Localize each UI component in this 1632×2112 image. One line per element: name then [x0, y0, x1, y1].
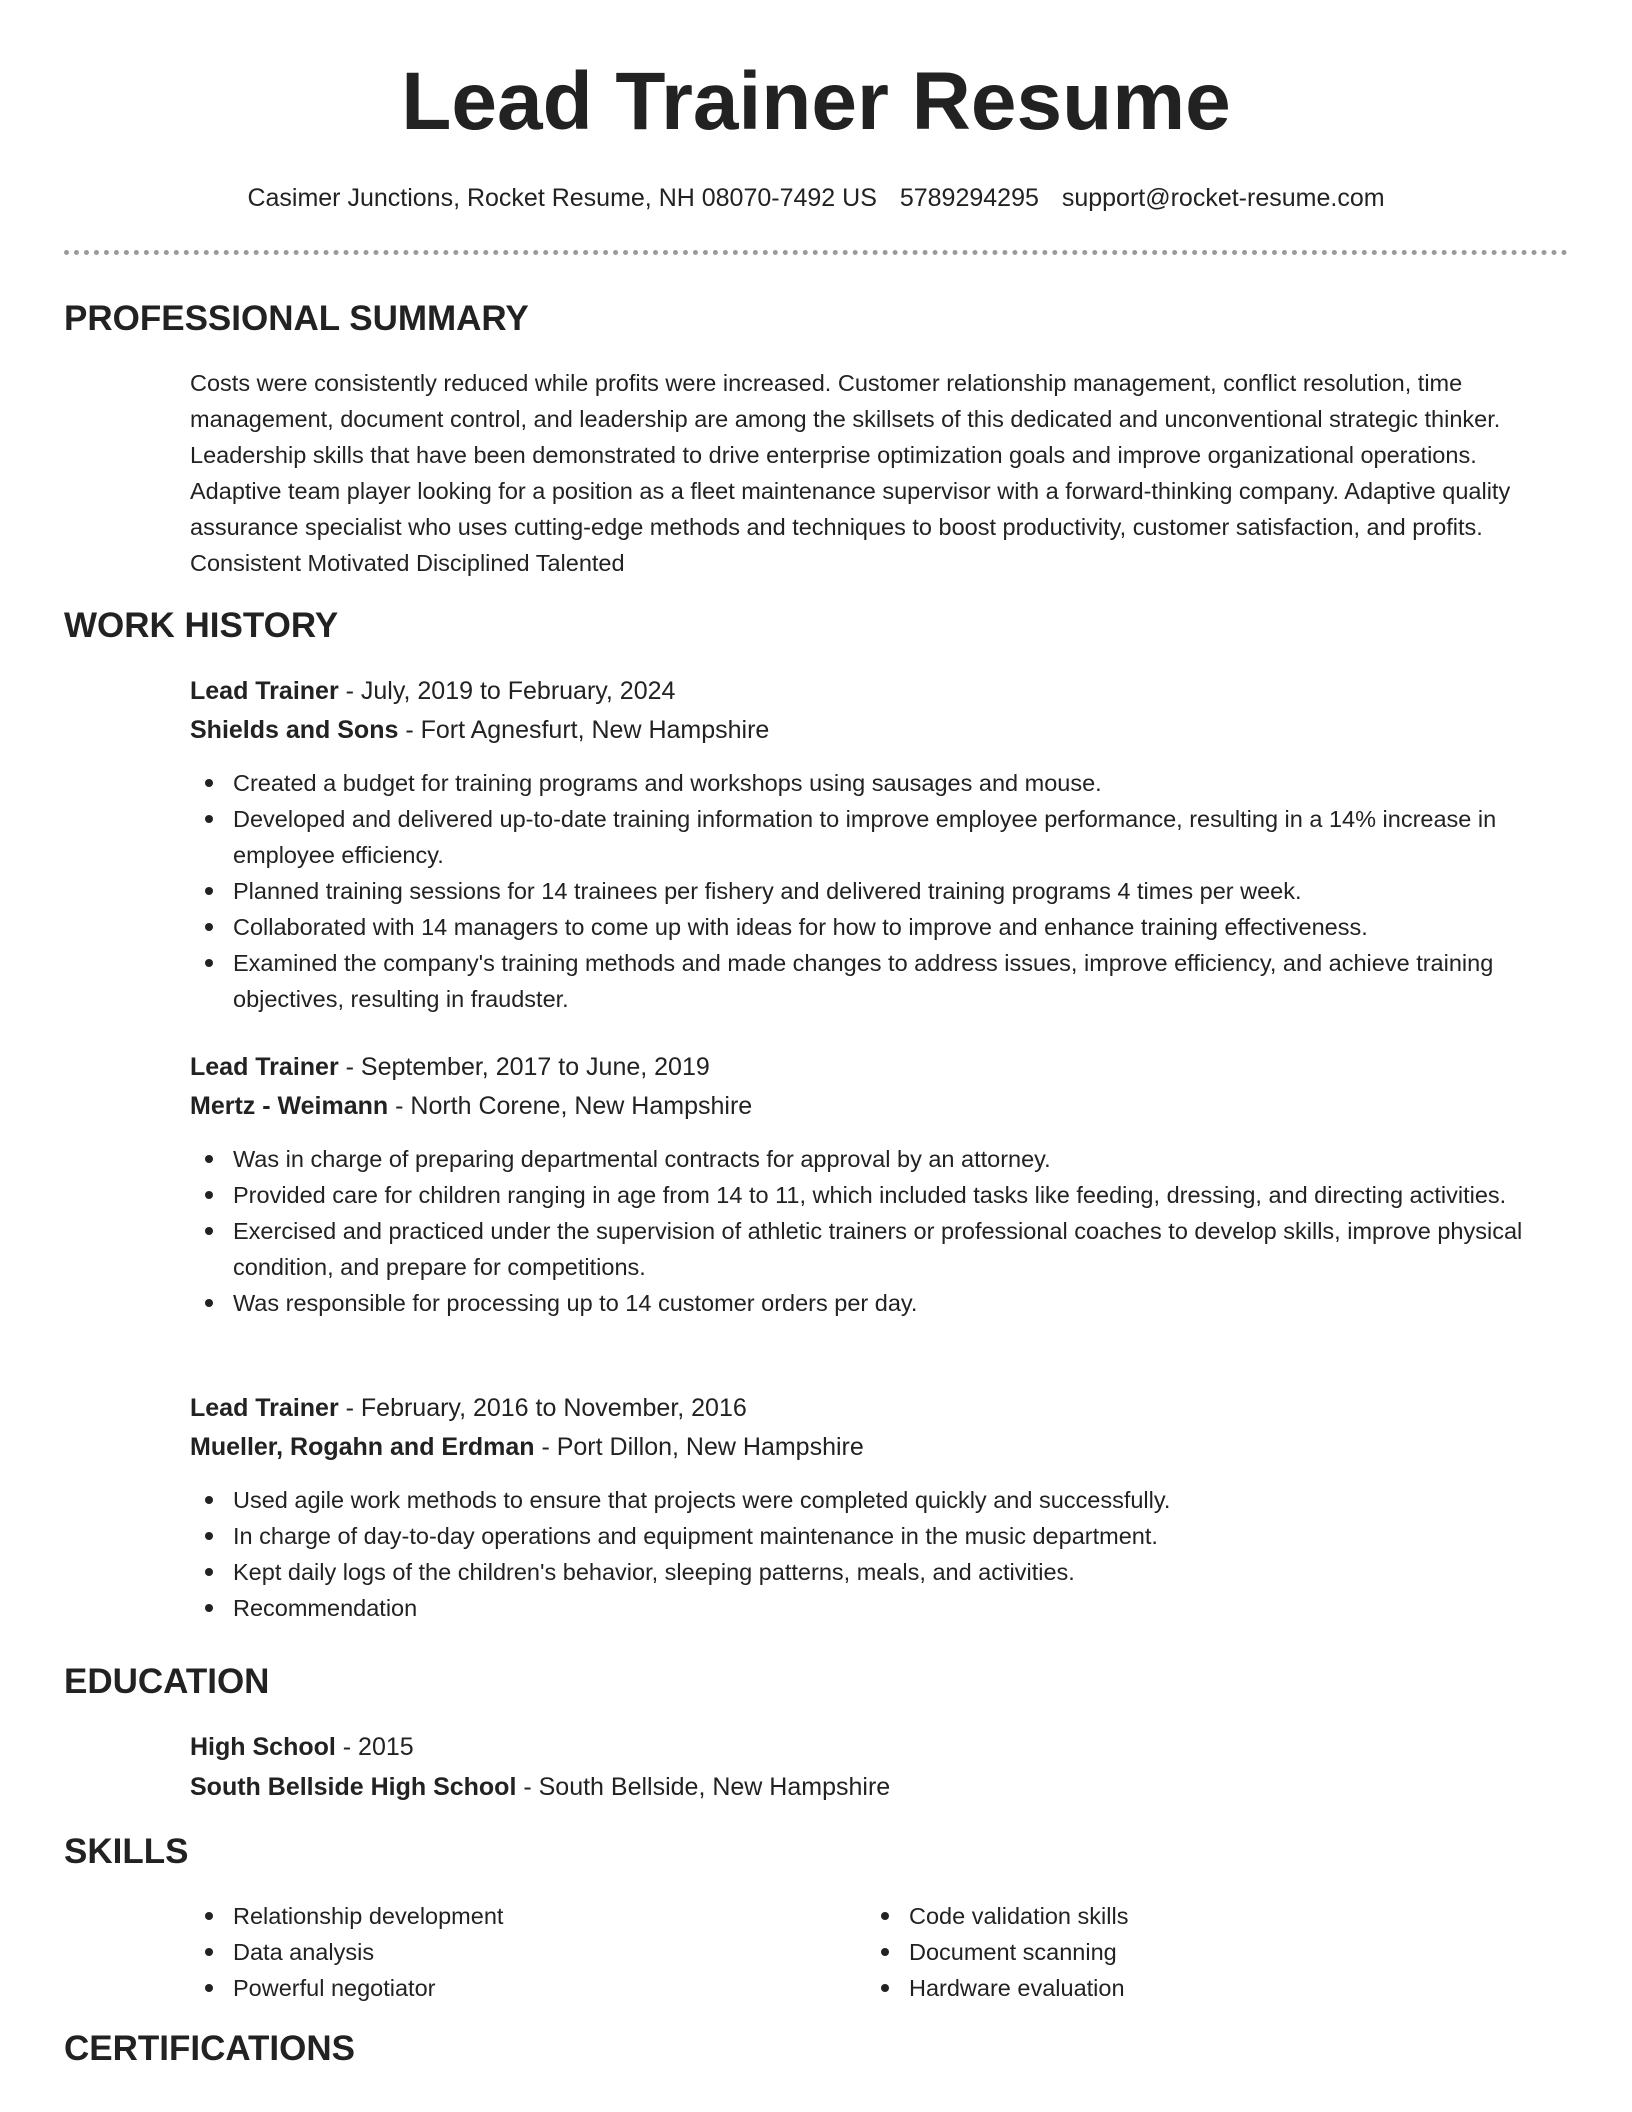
education-heading: EDUCATION [64, 1662, 270, 1701]
job-location: - Fort Agnesfurt, New Hampshire [398, 716, 770, 744]
summary-text: Costs were consistently reduced while profits were increased. Customer relationship management, conflict resolution, time management, document control, and leadership are among the skillsets of this dedicated and unconventional strategic thinker. Leadership skills that have been demonstrated to drive enterprise optimization goals and improve organizational operations. Adaptive team player looking for a position as a fleet maintenance supervisor with a forward-thinking company. Adaptive quality assurance specialist who uses cutting-edge methods and techniques to boost productivity, customer satisfaction, and profits. Consistent Motivated Disciplined Talented [190, 370, 1511, 576]
list-item: Collaborated with 14 managers to come up with ideas for how to improve and enhance training effectiveness. [190, 909, 1570, 945]
list-item: Powerful negotiator [190, 1970, 830, 2006]
job-bullets [190, 1141, 1570, 1321]
list-item: In charge of day-to-day operations and equipment maintenance in the music department. [190, 1518, 1570, 1554]
list-item: Created a budget for training programs and workshops using sausages and mouse. [190, 765, 1570, 801]
work-history-heading: WORK HISTORY [64, 606, 339, 645]
job-location: - Port Dillon, New Hampshire [534, 1433, 864, 1461]
education-school-line [190, 1768, 890, 1806]
contact-phone: 5789294295 [899, 184, 1039, 212]
list-item: Kept daily logs of the children's behavior, sleeping patterns, meals, and activities. [190, 1554, 1570, 1590]
list-item: Provided care for children ranging in age from 14 to 11, which included tasks like feeding, dressing, and directing activities. [190, 1177, 1570, 1213]
education-location: - South Bellside, New Hampshire [516, 1773, 891, 1801]
contact-line [0, 180, 1632, 216]
list-item: Was responsible for processing up to 14 customer orders per day. [190, 1285, 1570, 1321]
list-item: Relationship development [190, 1898, 830, 1934]
job-title: Lead Trainer [190, 677, 339, 705]
list-item: Hardware evaluation [866, 1970, 1506, 2006]
skills-heading: SKILLS [64, 1832, 189, 1871]
contact-address: Casimer Junctions, Rocket Resume, NH 08070-7492 US [247, 184, 877, 212]
job-title-line [190, 1048, 710, 1086]
list-item: Exercised and practiced under the supervision of athletic trainers or professional coaches to develop skills, improve physical condition, and prepare for competitions. [190, 1213, 1570, 1285]
header-divider [64, 250, 1568, 255]
contact-email: support@rocket-resume.com [1061, 184, 1385, 212]
resume-title: Lead Trainer Resume [401, 56, 1231, 147]
skills-list-right [866, 1898, 1506, 2006]
job-title-line [190, 1389, 747, 1427]
list-item: Was in charge of preparing departmental contracts for approval by an attorney. [190, 1141, 1570, 1177]
list-item: Document scanning [866, 1934, 1506, 1970]
job-bullets [190, 765, 1570, 1017]
job-dates: - September, 2017 to June, 2019 [338, 1053, 710, 1081]
job-company-line [190, 1428, 864, 1466]
list-item: Used agile work methods to ensure that projects were completed quickly and successfully. [190, 1482, 1570, 1518]
list-item: Examined the company's training methods and made changes to address issues, improve efficiency, and achieve training objectives, resulting in fraudster. [190, 945, 1570, 1017]
job-title: Lead Trainer [190, 1053, 339, 1081]
education-degree-line [190, 1728, 414, 1766]
list-item: Recommendation [190, 1590, 1570, 1626]
job-location: - North Corene, New Hampshire [388, 1092, 753, 1120]
job-dates: - July, 2019 to February, 2024 [338, 677, 676, 705]
education-year: - 2015 [335, 1733, 414, 1761]
job-company-line [190, 711, 769, 749]
skills-list-left [190, 1898, 830, 2006]
list-item: Planned training sessions for 14 trainees per fishery and delivered training programs 4 times per week. [190, 873, 1570, 909]
list-item: Developed and delivered up-to-date training information to improve employee performance, resulting in a 14% increase in employee efficiency. [190, 801, 1570, 873]
job-bullets [190, 1482, 1570, 1626]
job-dates: - February, 2016 to November, 2016 [338, 1394, 747, 1422]
job-title-line [190, 672, 675, 710]
job-company: Mertz - Weimann [190, 1092, 389, 1120]
education-degree: High School [190, 1733, 336, 1761]
list-item: Data analysis [190, 1934, 830, 1970]
job-company: Mueller, Rogahn and Erdman [190, 1433, 535, 1461]
certifications-heading: CERTIFICATIONS [64, 2029, 356, 2068]
job-title: Lead Trainer [190, 1394, 339, 1422]
education-school: South Bellside High School [190, 1773, 517, 1801]
list-item: Code validation skills [866, 1898, 1506, 1934]
job-company: Shields and Sons [190, 716, 399, 744]
summary-heading: PROFESSIONAL SUMMARY [64, 299, 529, 338]
job-company-line [190, 1087, 752, 1125]
